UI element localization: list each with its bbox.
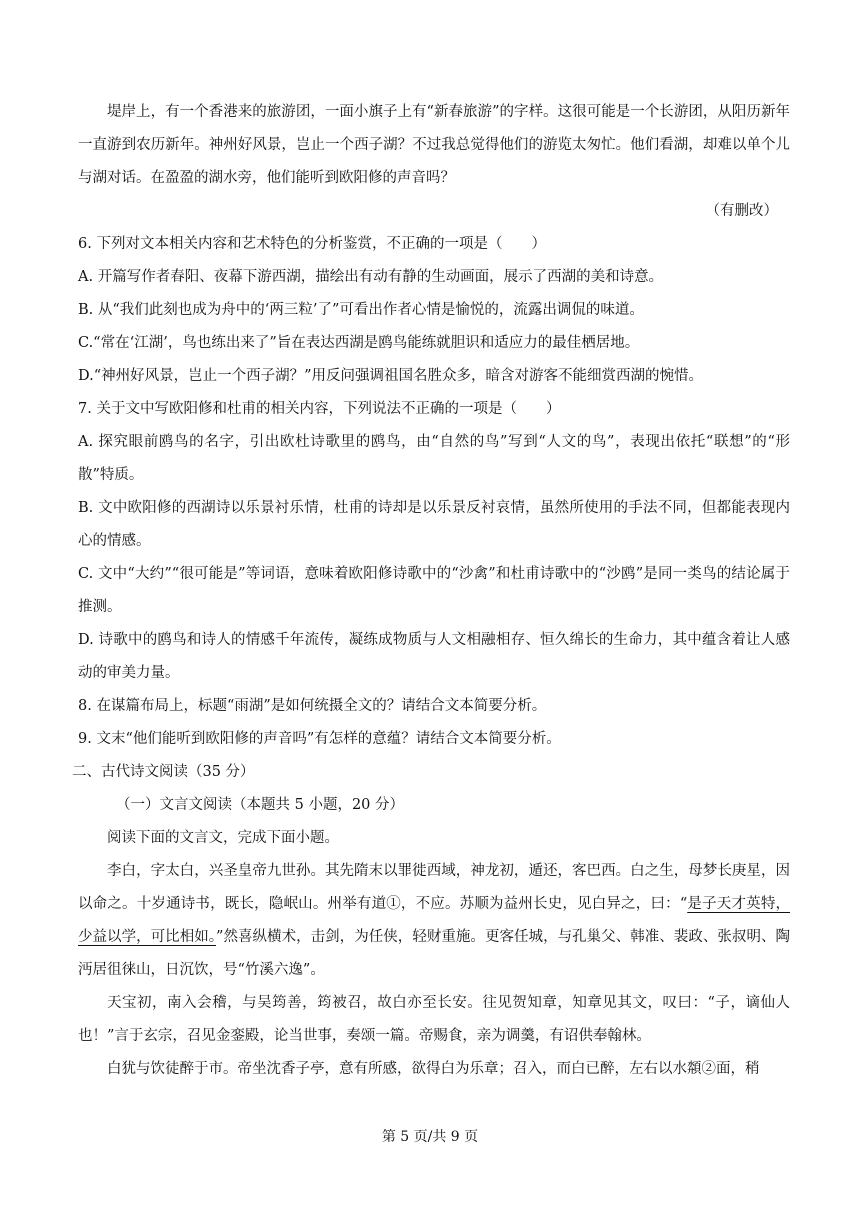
reading-instruction: 阅读下面的文言文，完成下面小题。 (107, 830, 339, 846)
underlined-sentence: 是子天才英特，少益以学，可比相如。 (78, 896, 791, 945)
question-6-option-d: D.“神州好风景，岂止一个西子湖？”用反问强调祖国名胜众多，暗含对游客不能细赏西湖的惋惜。 (78, 368, 704, 384)
question-6-stem: 6. 下列对文本相关内容和艺术特色的分析鉴赏，不正确的一项是（ ） (78, 236, 546, 252)
section-title: 二、古代诗文阅读（35 分） (72, 764, 255, 780)
question-7-option-d: D. 诗歌中的鸥鸟和诗人的情感千年流传，凝练成物质与人文相融相存、恒久绵长的生命力，其中蕴含着让人感动的审美力量。 (78, 632, 790, 681)
question-6-option-c: C.“常在‘江湖’，鸟也练出来了”旨在表达西湖是鸥鸟能练就胆识和适应力的最佳栖居地。 (78, 335, 640, 351)
question-9: 9. 文末“他们能听到欧阳修的声音吗”有怎样的意蕴？请结合文本简要分析。 (78, 731, 561, 747)
page-number: 第 5 页/共 9 页 (381, 1129, 479, 1145)
classical-text-paragraph-3: 白犹与饮徒醉于市。帝坐沈香子亭，意有所感，欲得白为乐章；召入，而白已醉，左右以水頮②面，稍 (107, 1061, 760, 1077)
classical-text-part: 李白，字太白，兴圣皇帝九世孙。其先隋末以罪徙西域，神龙初，遁还，客巴西。白之生，母梦长庚星，因以命之。十岁通诗书，既长，隐岷山。州举有道①，不应。苏顺为益州长史，见白异之，曰：“ (78, 863, 790, 912)
question-6-option-a: A. 开篇写作者春阳、夜幕下游西湖，描绘出有动有静的生动画面，展示了西湖的美和诗意。 (78, 269, 664, 285)
question-7-stem: 7. 关于文中写欧阳修和杜甫的相关内容，下列说法不正确的一项是（ ） (78, 401, 561, 417)
classical-text-paragraph-2: 天宝初，南入会稽，与吴筠善，筠被召，故白亦至长安。往见贺知章，知章见其文，叹曰：“子，谪仙人也！”言于玄宗，召见金銮殿，论当世事，奏颂一篇。帝赐食，亲为调羹，有诏供奉翰林。 (78, 995, 790, 1044)
question-7-option-b: B. 文中欧阳修的西湖诗以乐景衬乐情，杜甫的诗却是以乐景反衬哀情，虽然所使用的手法不同，但都能表现内心的情感。 (78, 500, 790, 549)
passage-paragraph: 堤岸上，有一个香港来的旅游团，一面小旗子上有“新春旅游”的字样。这很可能是一个长游团，从阳历新年一直游到农历新年。神州好风景，岂止一个西子湖？不过我总觉得他们的游览太匆忙。他们看湖，却难以单个儿与湖对话。在盈盈的湖水旁，他们能听到欧阳修的声音吗？ (78, 104, 790, 186)
question-6-option-b: B. 从“我们此刻也成为舟中的‘两三粒’了”可看出作者心情是愉悦的，流露出调侃的味道。 (78, 302, 644, 318)
classical-text-paragraph-1 (78, 855, 790, 987)
question-7-option-a: A. 探究眼前鸥鸟的名字，引出欧杜诗歌里的鸥鸟，由“自然的鸟”写到“人文的鸟”，表现出依托“联想”的“形散”特质。 (78, 434, 790, 483)
subsection-title: （一）文言文阅读（本题共 5 小题，20 分） (116, 797, 405, 813)
page-content (72, 96, 791, 1086)
edit-note: （有删改） (705, 203, 778, 219)
classical-text-part: ”然喜纵横术，击剑，为任侠，轻财重施。更客任城，与孔巢父、韩准、裴政、张叔明、陶沔居徂徕山，日沉饮，号“竹溪六逸”。 (78, 929, 790, 978)
question-7-option-c: C. 文中“大约”“很可能是”等词语，意味着欧阳修诗歌中的“沙禽”和杜甫诗歌中的“沙鸥”是同一类鸟的结论属于推测。 (78, 566, 790, 615)
question-8: 8. 在谋篇布局上，标题“雨湖”是如何统摄全文的？请结合文本简要分析。 (78, 698, 547, 714)
